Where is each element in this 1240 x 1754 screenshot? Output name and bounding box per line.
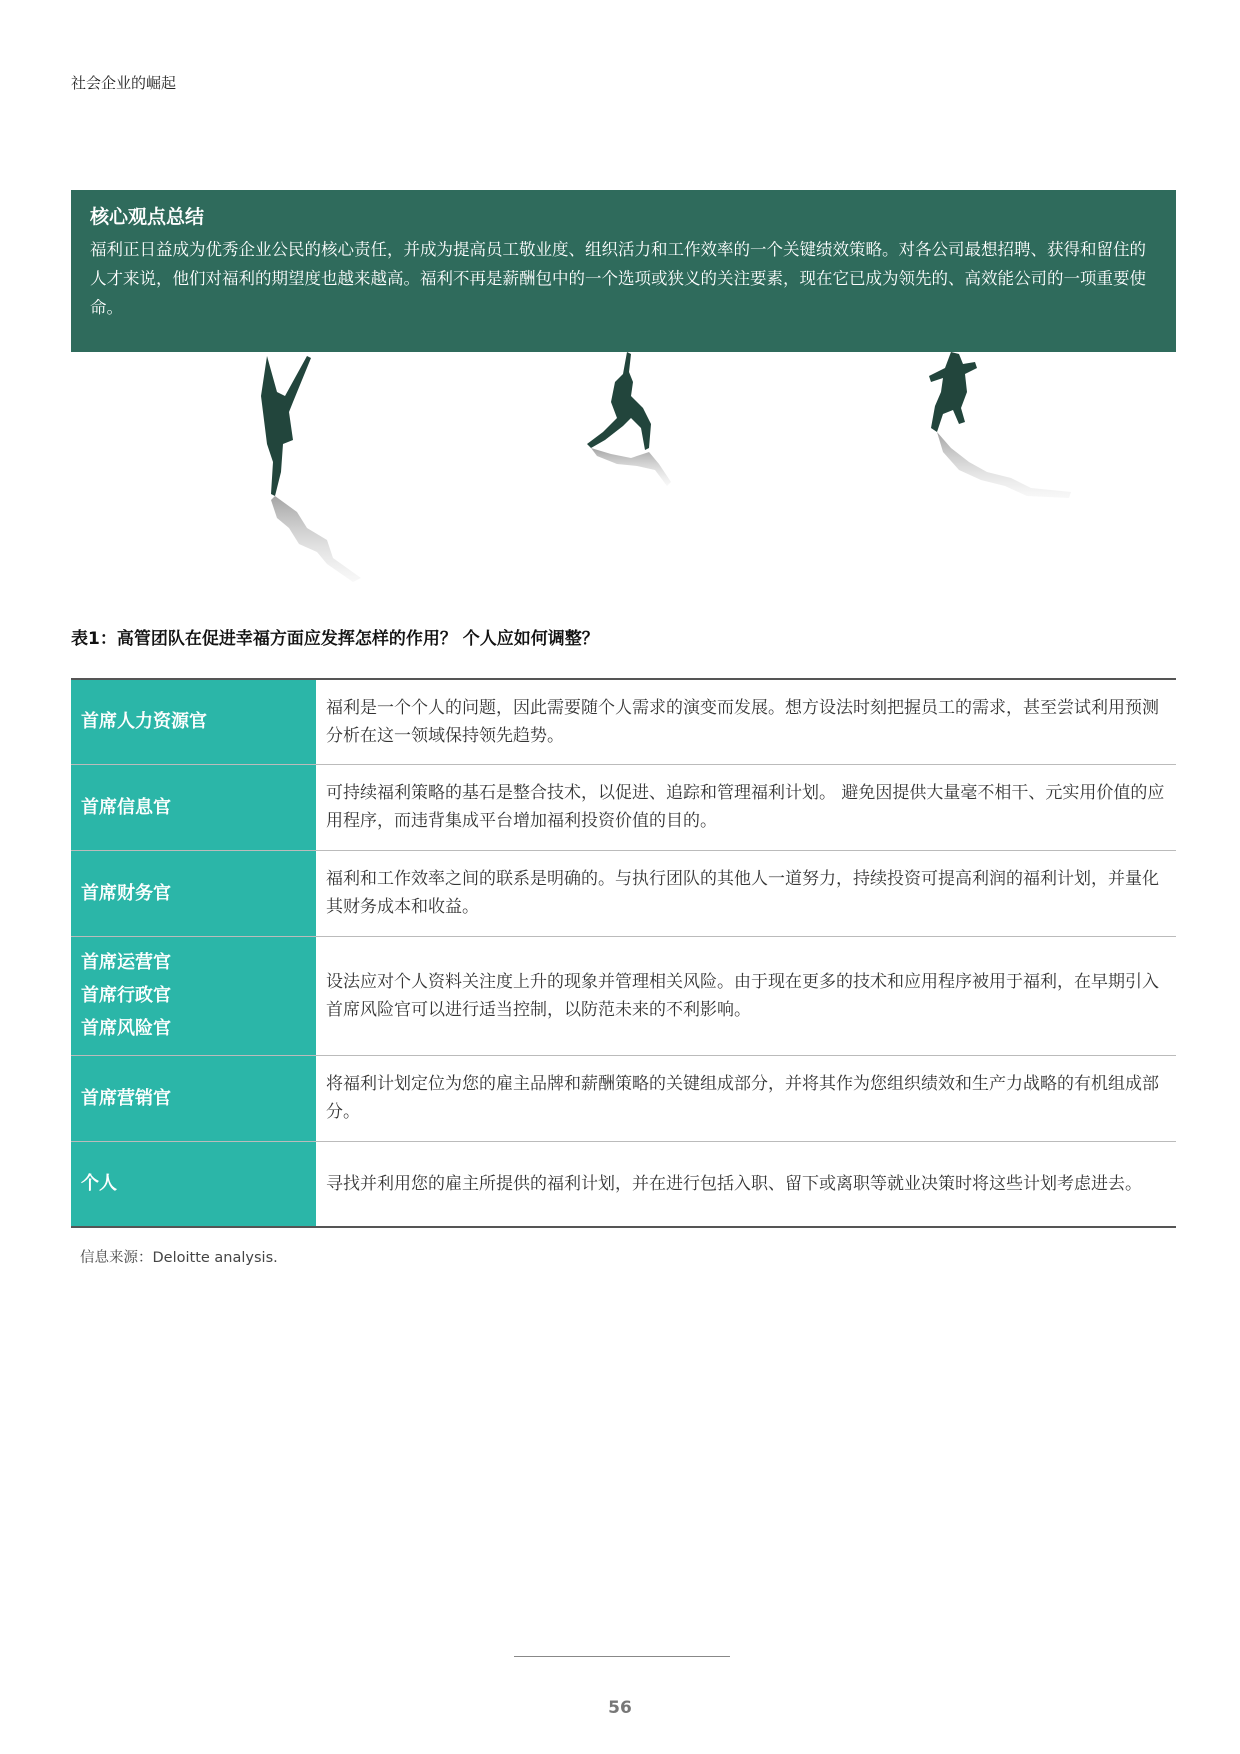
- striding-figure-icon: [929, 352, 1071, 498]
- role-cell: [71, 764, 316, 850]
- role-name: 个人: [81, 1173, 117, 1195]
- role-description: 福利是一个个人的问题，因此需要随个人需求的演变而发展。想方设法时刻把握员工的需求，甚至尝试利用预测分析在这一领域保持领先趋势。: [326, 697, 1159, 746]
- role-name: 首席运营官: [81, 952, 171, 973]
- role-cell: [71, 1141, 316, 1227]
- role-description: 可持续福利策略的基石是整合技术，以促进、追踪和管理福利计划。 避免因提供大量毫不相干、元实用价值的应用程序，而违背集成平台增加福利投资价值的目的。: [316, 764, 1176, 850]
- summary-body: 福利正日益成为优秀企业公民的核心责任，并成为提高员工敬业度、组织活力和工作效率的一个关键绩效策略。对各公司最想招聘、获得和留住的人才来说，他们对福利的期望度也越来越高。福利不再是薪酬包中的一个选项或狭义的关注要素，现在它已成为领先的、高效能公司的一项重要使命。: [90, 240, 1146, 317]
- table-row: [71, 679, 1176, 764]
- role-name: 首席行政官: [81, 985, 171, 1006]
- table-row: [71, 1055, 1176, 1141]
- footer-rule: [514, 1656, 730, 1657]
- leaping-figure-icon: [587, 352, 671, 486]
- role-cell: [71, 1055, 316, 1141]
- jumping-figure-icon: [261, 356, 361, 582]
- figures-illustration: [71, 352, 1176, 602]
- role-description: 将福利计划定位为您的雇主品牌和薪酬策略的关键组成部分，并将其作为您组织绩效和生产力战略的有机组成部分。: [316, 1055, 1176, 1141]
- table-row: [71, 850, 1176, 936]
- table-row: [71, 1141, 1176, 1227]
- summary-title: 核心观点总结: [90, 206, 205, 228]
- role-cell: [71, 679, 316, 764]
- table-row: [71, 936, 1176, 1055]
- table-caption: 表1：高管团队在促进幸福方面应发挥怎样的作用？ 个人应如何调整？: [71, 629, 599, 649]
- role-cell: [71, 850, 316, 936]
- summary-box: [71, 190, 1176, 352]
- role-name: 首席营销官: [81, 1087, 171, 1109]
- page-number: 56: [608, 1698, 632, 1718]
- role-name: 首席人力资源官: [81, 711, 207, 733]
- table-row: [71, 764, 1176, 850]
- source-note: 信息来源：Deloitte analysis.: [80, 1250, 278, 1266]
- role-description: 福利和工作效率之间的联系是明确的。与执行团队的其他人一道努力，持续投资可提高利润的福利计划，并量化其财务成本和收益。: [316, 850, 1176, 936]
- running-header: 社会企业的崛起: [71, 74, 177, 92]
- role-description: 设法应对个人资料关注度上升的现象并管理相关风险。由于现在更多的技术和应用程序被用于福利，在早期引入首席风险官可以进行适当控制，以防范未来的不利影响。: [316, 936, 1176, 1055]
- roles-table: [71, 678, 1176, 1228]
- role-description: 寻找并利用您的雇主所提供的福利计划，并在进行包括入职、留下或离职等就业决策时将这些计划考虑进去。: [316, 1141, 1176, 1227]
- role-name: 首席财务官: [81, 882, 171, 904]
- role-name: 首席风险官: [81, 1018, 171, 1039]
- role-name: 首席信息官: [81, 796, 171, 818]
- role-cell: [71, 936, 316, 1055]
